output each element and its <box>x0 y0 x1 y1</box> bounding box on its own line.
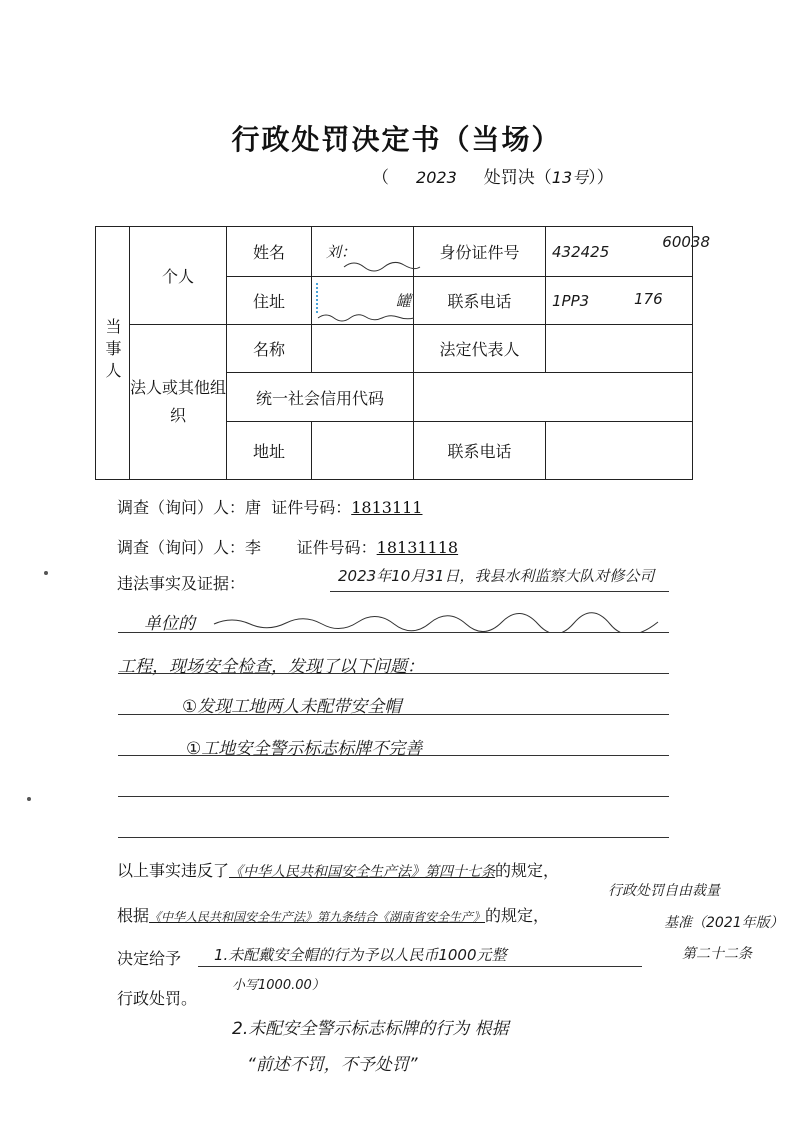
legal-rep-value <box>546 325 693 373</box>
org-phone-value <box>546 422 693 480</box>
facts-line-2: 单位的 <box>144 614 195 634</box>
facts-line-3: 工程，现场安全检查，发现了以下问题： <box>118 657 424 677</box>
name-cell <box>312 227 414 277</box>
org-name-value <box>312 325 414 373</box>
document-number <box>372 163 614 188</box>
facts-rule-6 <box>118 837 669 838</box>
margin-note-2: 基准（2021年版） <box>664 915 784 931</box>
facts-line-4: ①发现工地两人未配带安全帽 <box>182 697 402 717</box>
id-value-end: 60038 <box>662 233 710 251</box>
facts-rule-5 <box>118 796 669 797</box>
phone-value-start: 1PP3 <box>552 292 590 310</box>
investigator-2-cert-no: 18131118 <box>376 538 459 557</box>
org-label: 法人或其他组织 <box>130 325 227 480</box>
org-address-label: 地址 <box>227 422 312 480</box>
legal-rep-label: 法定代表人 <box>414 325 546 373</box>
investigator-2-label: 调查（询问）人： <box>117 538 246 557</box>
id-label: 身份证件号 <box>414 227 546 277</box>
facts-scribble <box>212 612 662 632</box>
phone-label: 联系电话 <box>414 277 546 325</box>
facts-rule-3 <box>118 714 669 715</box>
id-value-start: 432425 <box>552 243 610 261</box>
address-label: 住址 <box>227 277 312 325</box>
investigator-2-name: 李 <box>245 538 262 557</box>
investigator-1-cert-label: 证件号码： <box>271 498 352 517</box>
credit-code-value <box>414 373 693 422</box>
number-mid: 处罚决（ <box>483 168 552 188</box>
facts-line-1: 2023年10月31日，我县水利监察大队对修公司 <box>338 567 655 585</box>
investigator-1-name: 唐 <box>245 498 262 517</box>
violated-law: 《中华人民共和国安全生产法》第四十七条 <box>229 864 496 880</box>
facts-label: 违法事实及证据： <box>117 574 246 593</box>
decide-prefix: 决定给予 <box>117 949 182 968</box>
party-label-cell <box>96 227 130 480</box>
penalty-1-amount: 小写1000.00） <box>232 978 325 993</box>
facts-rule-0 <box>330 591 669 592</box>
org-name-label: 名称 <box>227 325 312 373</box>
number-seq: 13号 <box>551 168 589 187</box>
penalty-2-cont: “前述不罚，不予处罚” <box>247 1055 418 1075</box>
facts-rule-4 <box>118 755 669 756</box>
basis-line <box>117 903 549 926</box>
address-value: 罐 <box>395 292 411 310</box>
investigator-1 <box>117 495 422 518</box>
investigator-2-cert-label: 证件号码： <box>296 538 377 557</box>
name-value: 刘： <box>326 243 357 261</box>
org-phone-label: 联系电话 <box>414 422 546 480</box>
penalty-2: 2.未配安全警示标志标牌的行为 根据 <box>232 1019 509 1039</box>
penalty-1: 1.未配戴安全帽的行为予以人民币1000元整 <box>214 946 507 964</box>
scribble-mark <box>342 257 422 273</box>
basis-suffix: 的规定， <box>485 906 550 925</box>
punch-mark <box>27 797 31 801</box>
number-close: ）） <box>588 168 614 188</box>
facts-line-5: ①工地安全警示标志标牌不完善 <box>186 739 423 759</box>
facts-rule-2 <box>118 673 669 674</box>
credit-code-label: 统一社会信用代码 <box>227 373 414 422</box>
address-cell <box>312 277 414 325</box>
facts-rule-1 <box>118 632 669 633</box>
party-label: 当事人 <box>103 318 122 384</box>
violation-line <box>117 858 559 881</box>
phone-cell <box>546 277 693 325</box>
org-address-value <box>312 422 414 480</box>
phone-value-end: 176 <box>634 290 663 308</box>
basis-prefix: 根据 <box>117 906 150 925</box>
party-table <box>95 226 710 480</box>
margin-note-1: 行政处罚自由裁量 <box>608 883 720 899</box>
address-scribble <box>316 310 416 324</box>
decide-line <box>117 946 181 969</box>
name-label: 姓名 <box>227 227 312 277</box>
id-cell <box>546 227 710 277</box>
redaction-mark <box>316 283 320 313</box>
margin-note-3: 第二十二条 <box>682 946 752 962</box>
violates-suffix: 的规定， <box>495 861 560 880</box>
investigator-1-cert-no: 1813111 <box>351 498 423 517</box>
investigator-2 <box>117 535 458 558</box>
ending-line: 行政处罚。 <box>117 989 198 1008</box>
investigator-1-label: 调查（询问）人： <box>117 498 246 517</box>
punch-mark <box>44 571 48 575</box>
number-open: （ <box>372 168 389 188</box>
individual-label: 个人 <box>130 227 227 325</box>
document-title: 行政处罚决定书（当场） <box>231 123 562 156</box>
violates-prefix: 以上事实违反了 <box>117 861 230 880</box>
penalty-rule <box>198 966 642 967</box>
number-year: 2023 <box>416 168 457 187</box>
basis-law: 《中华人民共和国安全生产法》第九条结合《湖南省安全生产》 <box>149 910 486 924</box>
